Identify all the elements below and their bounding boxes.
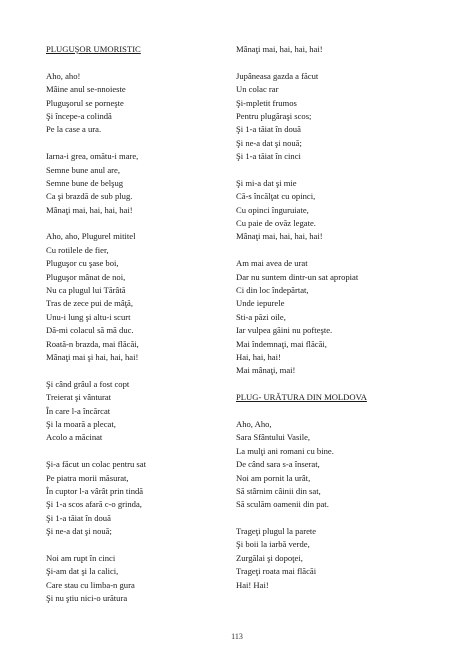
right-stanzas-bottom — [236, 418, 441, 605]
verse-line: Şi boii la iarbă verde, — [236, 539, 310, 550]
verse-line: Aho, aho! — [46, 70, 81, 81]
verse-line: La mulţi ani romani cu bine. — [236, 445, 334, 456]
verse-line: Pe la case a ura. — [46, 124, 102, 135]
verse-line: Am mai avea de urat — [236, 258, 308, 269]
verse-line: Jupâneasa gazda a făcut — [236, 70, 319, 81]
verse-line: Semne bune de belşug — [46, 177, 124, 188]
verse-line: Iar vulpea găini nu pofteşte. — [236, 325, 333, 336]
verse-line: Tras de zece pui de mâţă, — [46, 298, 134, 309]
verse-line: Hai! Hai! — [236, 579, 269, 590]
verse-line: Noi am pornit la urât, — [236, 472, 311, 483]
verse-line: Mâine anul se-nnoieste — [46, 84, 126, 95]
verse-line: Şi 1-a tăiat în două — [236, 124, 301, 135]
verse-line: Roată-n brazda, mai flăcăi, — [46, 338, 139, 349]
verse-line: Sara Sfântului Vasile, — [236, 432, 311, 443]
verse-line: Aho, Aho, — [236, 418, 272, 429]
verse-line: Şi mi-a dat şi mie — [236, 177, 297, 188]
verse-line: Şi ne-a dat şi nouă; — [46, 526, 112, 537]
verse-line: Hai, hai, hai! — [236, 351, 281, 362]
right-stanzas-top — [236, 43, 441, 391]
verse-line: Că-s încălţat cu opinci, — [236, 191, 316, 202]
verse-line: Pe piatra morii măsurat, — [46, 472, 129, 483]
verse-line: Şi nu ştiu nici-o urătura — [46, 593, 128, 604]
stanza — [236, 177, 441, 244]
verse-line: Acolo a măcinat — [46, 432, 103, 443]
verse-line: Care stau cu limba-n gura — [46, 579, 135, 590]
stanza — [236, 43, 441, 56]
verse-line: Pluguşorul se porneşte — [46, 97, 124, 108]
verse-line: Şi ne-a dat şi nouă; — [236, 137, 302, 148]
left-stanzas — [46, 70, 251, 619]
stanza — [46, 552, 251, 606]
verse-line: Trageţi plugul la parete — [236, 526, 317, 537]
stanza — [236, 525, 441, 592]
stanza — [46, 150, 251, 217]
verse-line: Pluguşor cu şase boi, — [46, 258, 119, 269]
verse-line: Mânaţi mai, hai, hai, hai! — [236, 231, 323, 242]
poem-title-2: PLUG- URĂTURA DIN MOLDOVA — [236, 392, 367, 403]
verse-line: Cu rotilele de fier, — [46, 244, 109, 255]
verse-line: Mai mânaţi, mai! — [236, 365, 296, 376]
verse-line: Trageţi roata mai flăcăi — [236, 566, 317, 577]
verse-line: Mai îndemnaţi, mai flăcăi, — [236, 338, 327, 349]
verse-line: Şi când grâul a fost copt — [46, 378, 130, 389]
left-column — [46, 43, 251, 619]
stanza — [236, 257, 441, 378]
verse-line: În cuptor l-a vârât prin tindă — [46, 485, 144, 496]
stanza — [236, 70, 441, 164]
verse-line: Semne bune anul are, — [46, 164, 120, 175]
verse-line: Mânaţi mai, hai, hai, hai! — [236, 44, 323, 54]
verse-line: Să sculăm oamenii din pat. — [236, 499, 329, 510]
verse-line: Dă-mi colacul să mă duc. — [46, 325, 134, 336]
verse-line: Să stârnim câinii din sat, — [236, 485, 321, 496]
verse-line: Pentru plugăraşi scos; — [236, 110, 312, 121]
verse-line: Mânaţi mai şi hai, hai, hai! — [46, 351, 139, 362]
verse-line: Dar nu suntem dintr-un sat apropiat — [236, 271, 359, 282]
verse-line: Treierat şi vânturat — [46, 392, 112, 403]
stanza — [46, 230, 251, 364]
verse-line: Şi-mpletit frumos — [236, 97, 297, 108]
verse-line: Unde iepurele — [236, 298, 285, 309]
verse-line: Ca şi brazdă de sub plug. — [46, 191, 133, 202]
verse-line: Şi 1-a scos afară c-o grinda, — [46, 499, 142, 510]
verse-line: Unu-i lung şi altu-i scurt — [46, 311, 131, 322]
verse-line: În care l-a încărcat — [46, 405, 111, 416]
verse-line: Iarna-i grea, omătu-i mare, — [46, 151, 139, 162]
verse-line: Nu ca plugul lui Tărâtă — [46, 285, 126, 296]
verse-line: Sti-a păzi oile, — [236, 311, 286, 322]
verse-line: Şi 1-a tăiat în două — [46, 512, 111, 523]
verse-line: Mânaţi mai, hai, hai, hai! — [46, 204, 133, 215]
verse-line: Zurgălai şi dopoţei, — [236, 552, 303, 563]
right-column — [236, 43, 441, 605]
verse-line: Aho, aho, Plugurel mititel — [46, 231, 136, 242]
verse-line: Şi-a făcut un colac pentru sat — [46, 459, 146, 470]
verse-line: Pluguşor mânat de noi, — [46, 271, 126, 282]
stanza — [236, 418, 441, 512]
verse-line: Ci din loc îndepărtat, — [236, 285, 309, 296]
verse-line: Cu opinci înguruiate, — [236, 204, 309, 215]
verse-line: Şi-am dat şi la calici, — [46, 566, 119, 577]
verse-line: Un colac rar — [236, 84, 279, 95]
poem-title: PLUGUŞOR UMORISTIC — [46, 44, 141, 54]
verse-line: Noi am rupt în cinci — [46, 552, 116, 563]
stanza — [46, 70, 251, 137]
verse-line: De când sara s-a înserat, — [236, 459, 320, 470]
verse-line: Şi 1-a tăiat în cinci — [236, 151, 301, 162]
stanza — [46, 458, 251, 538]
verse-line: Cu paie de ovăz legate. — [236, 218, 316, 229]
verse-line: Şi la moară a plecat, — [46, 418, 116, 429]
stanza — [46, 378, 251, 445]
verse-line: Şi începe-a colindă — [46, 110, 112, 121]
page-number: 113 — [231, 632, 243, 641]
